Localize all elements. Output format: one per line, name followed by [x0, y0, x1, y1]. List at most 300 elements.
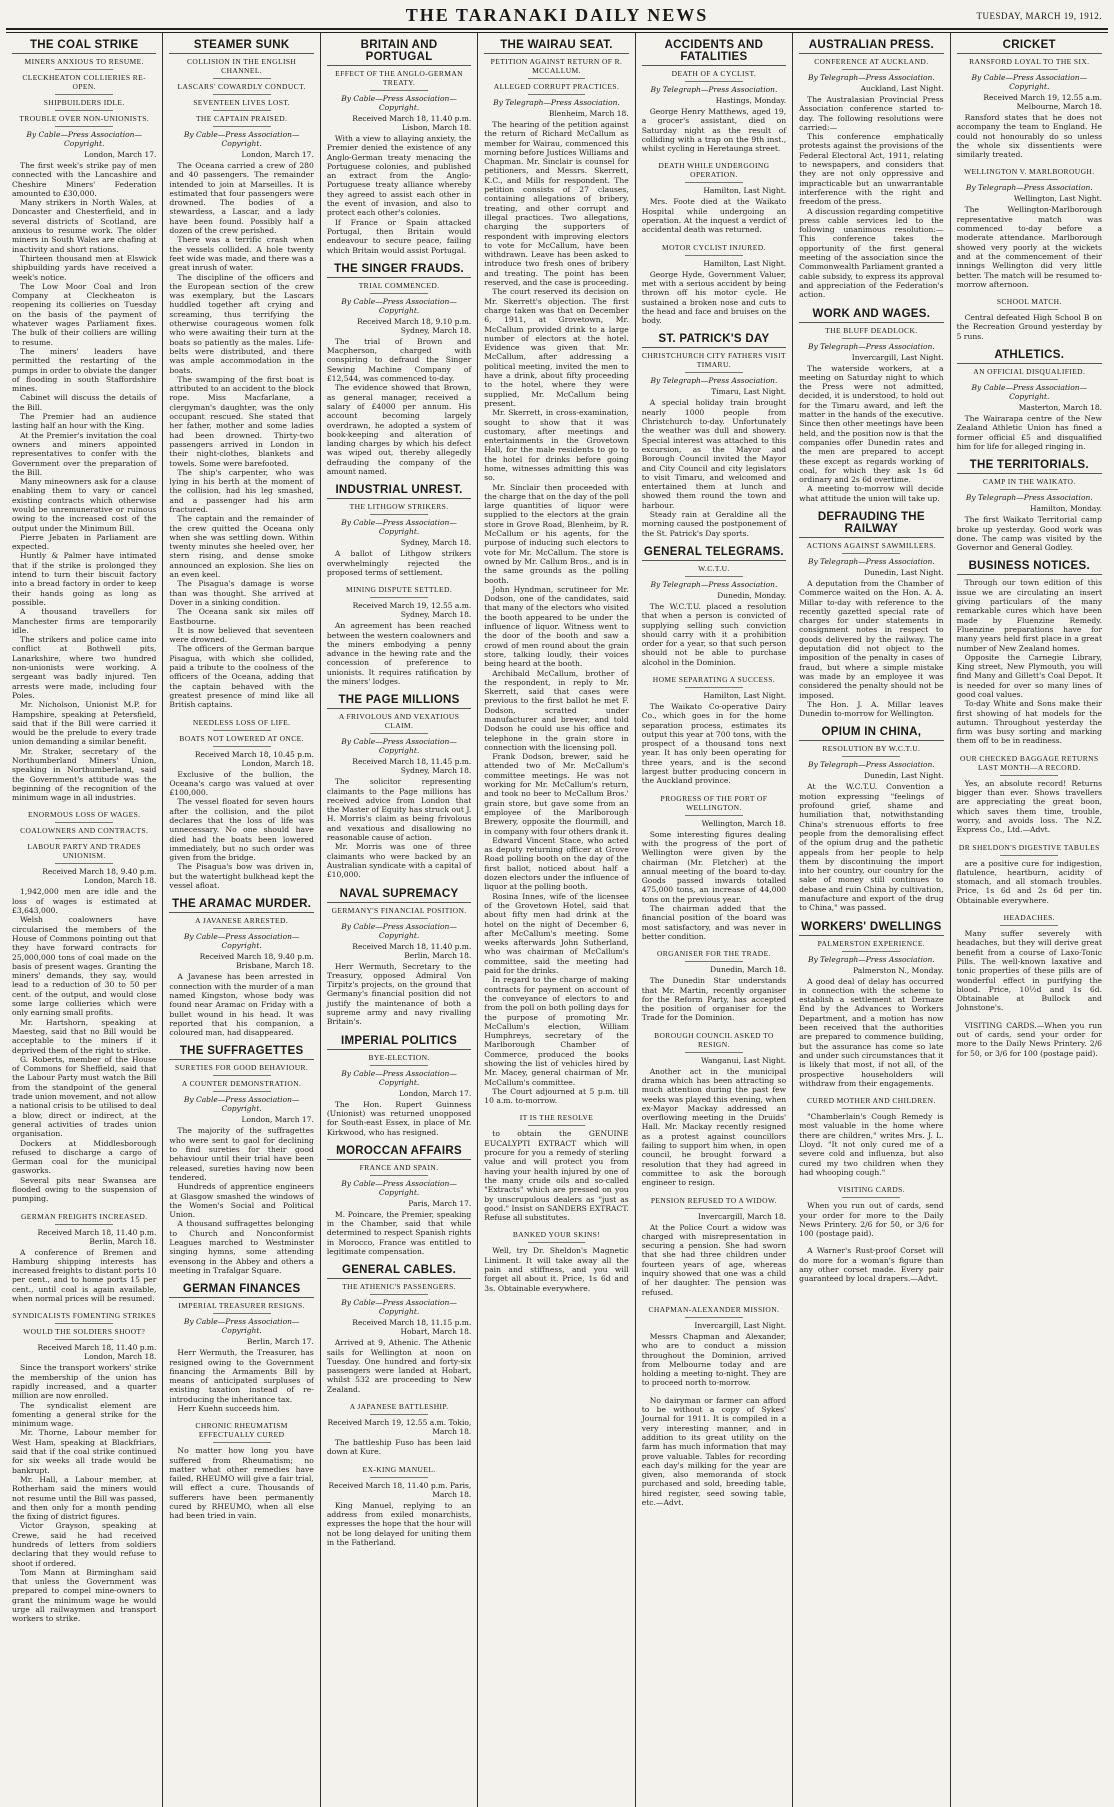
article-subheading: NEEDLESS LOSS OF LIFE.	[192, 717, 291, 727]
article-paragraph: No dairyman or farmer can afford to be without a copy of Sykes' Journal for 1911. It is compiled in a very interesting manner, and in addition to its great utility on the farm has much information that may prove valuable. Tables for recording each day's milking for the year are given, also memoranda of stock purchased and sold, breeding table, hired register, seed sowing table, etc.—Advt.	[641, 1395, 787, 1507]
article-headline: NAVAL SUPREMACY	[327, 888, 471, 903]
article-subheading: LABOUR PARTY AND TRADES UNIONISM.	[27, 842, 142, 861]
article-paragraph: Central defeated High School B on the Recreation Ground yesterday by 5 runs.	[956, 313, 1102, 341]
divider	[1000, 309, 1058, 310]
article-paragraph: A discussion regarding competitive press cable services led to the following unanimous resolution:—This conference takes the opportunity of the first general meeting of the association since the Commonwealth Parliament granted a cable subsidy, to express its approval and appreciation of the Federation's action.	[799, 206, 944, 300]
article-subheading: COALOWNERS AND CONTRACTS.	[20, 826, 149, 836]
article	[799, 1185, 943, 1238]
news-column	[636, 33, 793, 1807]
article-headline: OPIUM IN CHINA,	[799, 726, 943, 741]
article-paragraph: George Henry Matthews, aged 19, a grocer's assistant, died on Saturday night as the result of colliding with a trap on the 9th inst., whilst cycling in Heretaunga street.	[641, 107, 787, 154]
article	[957, 1021, 1102, 1058]
divider	[55, 822, 113, 823]
article-paragraph: If France or Spain attacked Portugal, then Britain would endeavour to secure peace, failing which Britain would assist Portugal.	[326, 217, 472, 255]
news-column	[6, 33, 163, 1807]
article-paragraph: Another act in the municipal drama which has been attracting so much attention during the past few weeks was played this evening, when ex-Mayor Mackay addressed an overflowing meeting in the Druids' Hall. Mr. Mackay recently resigned as a protest against councillors failing to support him when, in open council, he brought forward a resolution that they had agreed in committee to ask the borough engineer to resign.	[641, 1066, 787, 1188]
divider	[685, 961, 743, 962]
article-paragraph: A meeting to-morrow will decide what attitude the union will take up.	[799, 484, 944, 503]
news-columns	[6, 32, 1108, 1807]
article-dateline: Received March 18, 9.40 p.m. Brisbane, March 18.	[199, 952, 314, 971]
article-paragraph: At the Police Court a widow was charged with misrepresentation in securing a pension. She had sworn that she had three children under fourteen years of age, whereas inquiry showed that one was a child of her daughter. The pension was refused.	[641, 1222, 787, 1297]
article-headline: GENERAL TELEGRAMS.	[642, 546, 786, 561]
article-paragraph: At the W.C.T.U. Convention a motion expressing "feelings of profound grief, shame and humiliation that, notwithstanding China's strenuous efforts to free people from the demoralising effect of the opium drug and the pathetic appeals from her people to help them by discontinuing the import into her country, our country for the sake of money still continues to debase and ruin China by cultivation, manufacture and export of the drug to China," was passed.	[799, 782, 944, 913]
article-headline: THE SINGER FRAUDS.	[327, 263, 471, 278]
divider	[55, 94, 113, 95]
article-subheading: RANSFORD LOYAL TO THE SIX.	[969, 57, 1090, 66]
article-subheading: IMPERIAL TREASURER RESIGNS.	[178, 1301, 305, 1311]
article	[642, 546, 786, 667]
article-byline: By Telegraph—Press Association.	[650, 579, 778, 589]
newspaper-title: THE TARANAKI DAILY NEWS	[405, 5, 709, 25]
article-subheading: GERMANY'S FINANCIAL POSITION.	[331, 905, 467, 915]
divider	[55, 126, 113, 127]
divider	[528, 1242, 586, 1243]
article-paragraph: The Pisagua's damage is worse than was thought. She arrived at Dover in a sinking condition.	[169, 579, 314, 607]
issue-date: TUESDAY, MARCH 19, 1912.	[976, 11, 1102, 21]
article-dateline: Masterton, March 18.	[1018, 403, 1102, 413]
article-dateline: Timaru, Last Night.	[711, 387, 787, 397]
article-paragraph: Mr. Nicholson, Unionist M.P. for Hampshire, speaking at Petersfield, said that if the Bill were carried it would be the prelude to every trade union demanding a similar benefit.	[12, 700, 157, 747]
article-subheading: CONFERENCE AT AUCKLAND.	[814, 57, 929, 66]
article-headline: GENERAL CABLES.	[327, 1264, 471, 1279]
divider	[685, 372, 743, 373]
article-paragraph: Mr. Straker, secretary of the Northumberland Miners' Union, speaking in Northumberland, said the Government's attitude was the beginning of the recognition of the minimum wage in all industries.	[12, 746, 157, 803]
article-paragraph: The first Waikato Territorial camp broke up yesterday. Good work was done. The camp was visited by the Governor and General Godley.	[956, 515, 1102, 553]
divider	[685, 1052, 743, 1053]
article-dateline: Dunedin, Monday.	[717, 590, 787, 600]
article-subheading: BOROUGH COUNCIL ASKED TO RESIGN.	[654, 1030, 774, 1049]
article-byline: By Telegraph—Press Association.	[965, 183, 1093, 193]
article-paragraph: to obtain the GENUINE EUCALYPTI EXTRACT which will procure for you a remedy of sterling value and will protect you from having your health injured by one of the many crude oils and so-called "Extracts" which are pressed on you by unscrupulous dealers as "just as good." Insist on SANDERS EXTRACT. Refuse all substitutes.	[484, 1129, 629, 1223]
article-dateline: Hamilton, Monday.	[1030, 504, 1102, 514]
article-paragraph: King Manuel, replying to an address from exiled monarchists, expresses the hope that the hour will not be long delayed for uniting them in the Fatherland.	[326, 1500, 472, 1547]
divider	[213, 78, 271, 79]
divider	[370, 1477, 428, 1478]
article-byline: By Telegraph—Press Association.	[650, 85, 778, 94]
article-paragraph: When you run out of cards, send your order for more to the Daily News Printery. 2/6 for 50, or 3/6 for 100 (postage paid).	[799, 1201, 944, 1239]
article	[327, 39, 471, 255]
article-subheading: CAMP IN THE WAIKATO.	[982, 477, 1076, 487]
article-dateline: Received March 18, 11.40 p.m. London, March 18.	[37, 1343, 157, 1362]
article-dateline: London, March 17.	[241, 1115, 314, 1125]
article-paragraph: The Pisagua's bow was driven in, but the watertight bulkhead kept the vessel afloat.	[169, 862, 314, 891]
article-subheading: DEATH OF A CYCLIST.	[671, 69, 757, 78]
divider	[55, 110, 113, 111]
article-paragraph: A ballot of Lithgow strikers overwhelmingly rejected the proposed terms of settlement.	[326, 549, 472, 577]
article	[327, 1035, 471, 1137]
article-dateline: Berlin, March 17.	[246, 1337, 314, 1347]
divider	[213, 928, 271, 929]
article-headline: DEFRAUDING THE RAILWAY	[799, 511, 943, 538]
article-paragraph: The chairman added that the financial position of the board was most satisfactory, and was never in better condition.	[641, 904, 787, 941]
article-paragraph: Dockers at Middlesborough refused to discharge a cargo of German coal for the municipal gasworks.	[12, 1138, 157, 1176]
article	[957, 913, 1102, 1013]
divider	[213, 746, 271, 747]
article-dateline: Received March 18, 9.10 p.m. Sydney, March 18.	[357, 316, 472, 335]
news-column	[163, 33, 320, 1807]
article-headline: THE COAL STRIKE	[12, 39, 156, 54]
article	[799, 308, 943, 503]
article-headline: AUSTRALIAN PRESS.	[799, 39, 943, 54]
article-dateline: Auckland, Last Night.	[860, 84, 944, 93]
article	[957, 754, 1102, 835]
article-paragraph: The Wellington-Marlborough representative match was commenced to-day before a moderate attendance. Marlborough showed very poorly at the wickets and at the commencement of their innings Wellington did very little better. The match will be resumed to-morrow afternoon.	[956, 205, 1102, 289]
divider	[370, 293, 428, 294]
article-headline: THE ARAMAC MURDER.	[169, 898, 313, 913]
article-byline: By Cable—Press Association—Copyright.	[341, 296, 457, 315]
article	[169, 1283, 313, 1413]
article-byline: By Cable—Press Association—Copyright.	[341, 94, 457, 112]
article	[642, 333, 786, 537]
divider	[842, 951, 900, 952]
article-headline: ST. PATRICK'S DAY	[642, 333, 786, 348]
article-paragraph: are a positive cure for indigestion, flatulence, heartburn, acidity of stomach, and all stomach troubles. Price, 1s 6d and 2s 6d per tin. Obtainable everywhere.	[956, 858, 1102, 905]
article-subheading: COLLISION IN THE ENGLISH CHANNEL.	[187, 57, 297, 75]
article-paragraph: Welsh coalowners have circularised the members of the House of Commons pointing out that they have forward contracts for 25,000,000 tons of coal made on the basis of present wages. Granting the miners' demands, they say, would lead to a reduction of 30 to 50 per cent. of the output, and would close some large collieries which were only earning small profits.	[12, 915, 157, 1018]
divider	[1000, 179, 1058, 180]
article-subheading: SCHOOL MATCH.	[996, 297, 1062, 307]
article-paragraph: In regard to the charge of making contracts for payment on account of the conveyance of electors to and from the poll on both polling days for the purpose of promoting Mr. McCallum's election, William Humphreys, secretary of the Marlborough Chamber of Commerce, produced the books showing the list of vehicles hired by Mr. Macey, general chairman of Mr. McCallum's committee.	[484, 975, 629, 1087]
article-paragraph: Several pits near Swansea are flooded owing to the suspension of pumping.	[12, 1175, 157, 1204]
article-dateline: Invercargill, Last Night.	[694, 1320, 787, 1330]
article-subheading: DR SHELDON'S DIGESTIVE TABULES	[958, 842, 1100, 852]
article-byline: By Telegraph—Press Association.	[807, 954, 935, 964]
article-paragraph: Victor Grayson, speaking at Crewe, said he had received hundreds of letters from soldiers declaring that they would refuse to shoot if ordered.	[12, 1521, 157, 1568]
article-subheading: CLECKHEATON COLLIERIES RE-OPEN.	[22, 73, 146, 91]
article	[957, 560, 1102, 745]
article-subheading: WOULD THE SOLDIERS SHOOT?	[23, 1327, 146, 1337]
news-column	[321, 33, 478, 1807]
article-paragraph: Huntly & Palmer have intimated that if the strike is prolonged they intend to turn their biscuit factory into a bread factory in order to keep their hands going as long as possible.	[12, 551, 157, 607]
article	[642, 949, 786, 1022]
divider	[213, 730, 271, 731]
article	[642, 1396, 786, 1508]
article	[12, 810, 156, 1203]
divider	[370, 1065, 428, 1066]
article-paragraph: Rosina Innes, wife of the licensee of the Grovetown Hotel, said that about fifty men had drink at the hotel on the night of December 6, after McCallum's meeting. Some weeks afterwards John Sutherland, who was chairman of McCallum's committee, said the meeting had paid for the drinks.	[484, 891, 629, 976]
article-paragraph: The Hon. Rupert Guinness (Unionist) was returned unopposed for South-east Essex, in place of Mr. Kirkwood, who has resigned.	[326, 1099, 472, 1137]
article-subheading: SURETIES FOR GOOD BEHAVIOUR.	[175, 1063, 309, 1073]
article-paragraph: Through our town edition of this issue we are circulating an insert giving particulars of the many remarkable cures which have been made by Fluenzine Remedy. Fluenzine preparations have for many years held first place in a great number of New Zealand homes.	[956, 578, 1102, 653]
article-paragraph: This conference emphatically protests against the provisions of the Federal Electoral Act, 1911, relating to newspapers, and considers that they are not only oppressive and impracticable but an unwarrantable interference with the right and freedom of the press.	[799, 132, 944, 207]
article-dateline: Dunedin, Last Night.	[863, 567, 944, 577]
article-paragraph: Mr. Skerrett, in cross-examination, sought to show that it was customary, after meetings and entertainments in the Grovetown Hall, for the male residents to go to the hotel for drinks before going home, witnesses admitting this was so.	[484, 408, 629, 483]
article-headline: STEAMER SUNK	[169, 39, 313, 54]
article-subheading: HOME SEPARATING A SUCCESS.	[652, 674, 776, 684]
article-paragraph: Ransford states that he does not accompany the team to England. He could not honourably do so unless the whole six dissentients were similarly treated.	[956, 113, 1102, 160]
article-paragraph: The strikers and police came into conflict at Bothwell pits, Lanarkshire, where two hundred non-unionists were working. A sergeant was badly injured. Ten arrests were made, including four Poles.	[12, 635, 157, 700]
divider	[842, 1197, 900, 1198]
article	[642, 675, 786, 786]
article-byline: By Cable—Press Association—Copyright.	[183, 1095, 300, 1114]
article-paragraph: Archibald McCallum, brother of the respondent, in reply to Mr. Skerrett, said that cases were previous to the first ballot he met F. Dodson, scratted under manufacturer and brewer, and told Dodson he could use his office and telephone in the grain store in connection with the licensing poll.	[484, 668, 629, 752]
divider	[370, 733, 428, 734]
article-headline: WORKERS' DWELLINGS	[799, 921, 943, 936]
divider	[370, 1294, 428, 1295]
article-paragraph: The syndicalist element are fomenting a general strike for the minimum wage.	[12, 1400, 157, 1429]
article-headline: THE WAIRAU SEAT.	[484, 39, 628, 54]
article-dateline: Received March 18, 11.40 p.m. Lisbon, March 18.	[352, 114, 472, 132]
article-paragraph: The Premier had an audience lasting half an hour with the King.	[12, 412, 157, 431]
article-paragraph: Opposite the Carnegie Library, King street, New Plymouth, you will find Many and Gillett's Coal Depot. It is needed for over so many lines of good coal values.	[956, 652, 1102, 699]
article	[169, 718, 313, 891]
article-paragraph: The Court adjourned at 5 p.m. till 10 a.m. to-morrow.	[484, 1086, 629, 1106]
article-paragraph: The court reserved its decision on Mr. Skerrett's objection. The first charge taken was that on December 6, 1911, at Grovetown, Mr. McCallum provided drink to a large number of electors at the hotel. Evidence was given that Mr. McCallum, after addressing a political meeting, invited the men to have a drink, about fifty proceeding to the hotel, where they were supplied, Mr. McCallum being present.	[484, 287, 629, 408]
article-dateline: Dunedin, Last Night.	[863, 771, 944, 781]
article-paragraph: Mr. Hall, a Labour member, at Rotherham said the miners would not resume until the Bill was passed, and then only for a month pending the fixing of district figures.	[12, 1474, 157, 1522]
article-subheading: A JAPANESE BATTLESHIP.	[349, 1402, 449, 1412]
article-subheading: CHAPMAN-ALEXANDER MISSION.	[648, 1304, 780, 1314]
article-subheading: THE LITHGOW STRIKERS.	[349, 502, 449, 512]
article	[642, 39, 786, 153]
article	[327, 1402, 471, 1457]
article	[484, 1113, 628, 1222]
article-paragraph: Edward Vincent Stace, who acted as deputy returning officer at Grove Road polling booth on the day of the first ballot, noticed about half a dozen electors under the influence of liquor at the polling booth.	[484, 835, 629, 892]
article-byline: By Telegraph—Press Association.	[650, 376, 778, 386]
article-dateline: Palmerston N., Monday.	[853, 965, 944, 975]
article-paragraph: Thirteen thousand men at Elswick shipbuilding yards have received a week's notice.	[12, 253, 157, 282]
article-paragraph: A thousand suffragettes belonging to Church and Nonconformist Leagues marched to Westminster singing hymns, some attending evensong in the Abbey and others a meeting in Trafalgar Square.	[169, 1219, 314, 1275]
article-paragraph: Many mineowners ask for a clause enabling them to vary or cancel existing contracts which otherwise would be unremunerative or ruinous owing to the increased cost of the output under the Minimum Bill.	[12, 477, 157, 533]
article-byline: By Cable—Press Association—Copyright.	[341, 1178, 457, 1197]
article-subheading: HEADACHES.	[1003, 913, 1055, 923]
article-dateline: Wellington, Last Night.	[1013, 194, 1102, 204]
article-subheading: FRANCE AND SPAIN.	[359, 1162, 439, 1172]
divider	[370, 90, 428, 91]
article-paragraph: The Hon. J. A. Millar leaves Dunedin to-morrow for Wellington.	[799, 699, 944, 719]
article	[957, 459, 1102, 552]
article-paragraph: Tom Mann at Birmingham said that unless the Government was prepared to compel mine-owners to grant the minimum wage he would urge all railwaymen and transport workers to strike.	[12, 1567, 157, 1624]
news-column	[793, 33, 950, 1807]
article-paragraph: Many suffer severely with headaches, but they will derive great benefit from a course of Laxo-Tonic Pills. The well-known laxative and tonic properties of these pills are of wonderful effect in purifying the blood. Price, 10½d and 1s 6d. Obtainable at Bullock and Johnstone's.	[956, 929, 1102, 1013]
article-subheading: PROGRESS OF THE PORT OF WELLINGTON.	[660, 793, 768, 812]
article-paragraph: The vessel floated for seven hours after the collision, and the pilot declares that the loss of life was unnecessary. No one should have died had the boats been lowered immediately, but no such order was given from the bridge.	[169, 797, 314, 863]
article-subheading: MOTOR CYCLIST INJURED.	[662, 242, 766, 252]
divider	[685, 815, 743, 816]
article-subheading: SEVENTEEN LIVES LOST.	[193, 98, 291, 107]
article-dateline: Received March 18, 11.40 p.m. Berlin, March 18.	[352, 941, 472, 960]
article	[12, 1311, 156, 1623]
article-subheading: WELLINGTON V. MARLBOROUGH.	[964, 167, 1095, 177]
article-subheading: CHRONIC RHEUMATISM EFFECTUALLY CURED	[195, 1421, 288, 1440]
article-paragraph: The trial of Brown and Macpherson, charged with conspiring to defraud the Singer Sewing Machine Company of £12,544, was commenced to-day.	[326, 336, 472, 384]
divider	[1000, 855, 1058, 856]
masthead	[6, 4, 1108, 30]
divider	[685, 1208, 743, 1209]
article-subheading: GERMAN FREIGHTS INCREASED.	[20, 1211, 148, 1221]
article-subheading: A FRIVOLOUS AND VEXATIOUS CLAIM.	[338, 712, 460, 731]
article-dateline: London, March 17.	[241, 150, 314, 159]
article-paragraph: Frank Dodson, brewer, said he attended two of Mr. McCallum's committee meetings. He was not working for Mr. McCallum's return, and took no beer to McCallum Bros.' grain store, but gave some from an employee of the Marlborough Brewery, opposite the flourmill, and in company with four others drank it.	[484, 752, 629, 836]
article-paragraph: It is now believed that seventeen were drowned.	[169, 625, 314, 645]
article-paragraph: A thousand travellers for Manchester firms are temporarily idle.	[12, 607, 157, 635]
article-byline: By Telegraph—Press Association.	[807, 760, 935, 770]
divider	[55, 1224, 113, 1225]
divider	[528, 1125, 586, 1126]
divider	[1000, 775, 1058, 776]
article	[484, 1230, 628, 1292]
article-subheading: BOATS NOT LOWERED AT ONCE.	[179, 733, 304, 743]
article-paragraph: Pierre Jebaten in Parliament are expected.	[12, 532, 157, 552]
article-subheading: THE ATHENIC'S PASSENGERS.	[342, 1282, 456, 1292]
article-paragraph: The officers of the German barque Pisagua, with which she collided, paid a tribute to the coolness of the officers of the Oceana, adding that the captain behaved with the greatest presence of mind like all British captains.	[169, 644, 314, 710]
divider	[842, 338, 900, 339]
article-subheading: A COUNTER DEMONSTRATION.	[181, 1079, 302, 1089]
article	[957, 297, 1102, 341]
article-paragraph: M. Poincare, the Premier, speaking in the Chamber, said that while determined to respect Spanish rights in Morocco, France was entitled to legitimate compensation.	[326, 1209, 472, 1256]
article-paragraph: A Javanese has been arrested in connection with the murder of a man named Kingston, whose body was found near Aramac on Friday with a bullet wound in his head. It was reported that his companion, a coloured man, had disappeared.	[169, 972, 314, 1038]
article	[327, 1264, 471, 1394]
divider	[1000, 489, 1058, 490]
article-subheading: ACTIONS AGAINST SAWMILLERS.	[806, 540, 937, 550]
article-headline: MOROCCAN AFFAIRS	[327, 1145, 471, 1160]
divider	[213, 110, 271, 111]
article-paragraph: Herr Wermuth, the Treasurer, has resigned owing to the Government financing the Armaments Bill by means of anticipated surpluses of existing taxation instead of re-introducing the inheritance tax.	[169, 1348, 314, 1404]
divider	[213, 94, 271, 95]
article-paragraph: With a view to allaying anxiety, the Premier denied the existence of any Anglo-German treaty menacing the Portuguese colonies, and published an extract from the Anglo-Portuguese treaty alliance whereby they agreed to assist each other in the event of invasion, and also to protect each other's colonies.	[326, 134, 472, 218]
article-subheading: BANKED YOUR SKINS!	[512, 1230, 601, 1240]
divider	[213, 1075, 271, 1076]
article-subheading: AN OFFICIAL DISQUALIFIED.	[973, 367, 1086, 377]
article-subheading: ORGANISER FOR THE TRADE.	[656, 949, 771, 959]
article-paragraph: Exclusive of the bullion, the Oceana's cargo was valued at over £100,000.	[169, 769, 314, 798]
article-paragraph: The Wairarapa centre of the New Zealand Athletic Union has fined a former official £5 and disqualified him for life for alleged ringing in.	[956, 414, 1102, 451]
article-paragraph: The Low Moor Coal and Iron Company at Cleckheaton is reopening its collieries on Tuesday on the basis of the payment of whatever wages Parliament fixes. The bulk of their colliers are willing to resume.	[12, 281, 157, 347]
article-headline: BUSINESS NOTICES.	[957, 560, 1102, 575]
divider	[685, 687, 743, 688]
article-subheading: RESOLUTION BY W.C.T.U.	[822, 744, 921, 754]
article	[12, 39, 156, 802]
divider	[685, 81, 743, 82]
article-paragraph: No matter how long you have suffered from Rheumatism; no matter what other remedies have failed, RHEUMO will give a fair trial, will effect a cure. Thousands of sufferers have been permanently cured by RHEUMO, when all else had been tried in vain.	[169, 1446, 314, 1521]
divider	[685, 576, 743, 577]
divider	[1000, 925, 1058, 926]
article-paragraph: The miners' leaders have permitted the restarting of the pumps in order to obviate the danger of flooding in south Staffordshire mines.	[12, 346, 157, 394]
article-headline: INDUSTRIAL UNREST.	[327, 484, 471, 499]
article-paragraph: A special holiday train brought nearly 1000 people from Christchurch to-day. Unfortunately the weather was dull and showery. Special interest was attached to this excursion, as the Mayor and Borough Council invited the Mayor and City Council and city legislators to visit Timaru, and welcomed and entertained them at lunch and showed them round the town and harbour.	[641, 398, 787, 510]
divider	[370, 1175, 428, 1176]
article	[957, 843, 1102, 905]
article-subheading: VISITING CARDS.	[837, 1185, 905, 1195]
article-dateline: Dunedin, March 18.	[710, 965, 787, 975]
divider	[528, 78, 586, 79]
article-subheading: W.C.T.U.	[698, 563, 730, 573]
divider	[842, 69, 900, 70]
article-paragraph: The Waikato Co-operative Dairy Co., which goes in for the home separation process, estimates its output this year at 700 tons, with the prospect of a thousand tons next year. It has only been operating for three years, and is the second largest butter producing concern in the Auckland province.	[641, 701, 787, 786]
article-dateline: Received March 18, 10.45 p.m. London, March 18.	[194, 749, 314, 768]
article-headline: WORK AND WAGES.	[799, 308, 943, 323]
article	[327, 1465, 471, 1547]
article	[642, 1031, 786, 1188]
article-paragraph: Mr. Thorne, Labour member for West Ham, speaking at Blackfriars, said that if the coal strike continued for six weeks all trade would be bankrupt.	[12, 1428, 157, 1475]
article-byline: By Cable—Press Association—Copyright.	[341, 518, 457, 537]
article-paragraph: The Dunedin Star understands that Mr. Martin, recently organiser for the Reform Party, has accepted the position of organiser for the Trade for the Dominion.	[641, 976, 787, 1023]
article-headline: THE PAGE MILLIONS	[327, 694, 471, 709]
article-paragraph: The Oceana sank six miles off Eastbourne.	[169, 607, 314, 626]
article-byline: By Cable—Press Association—Copyright.	[26, 130, 142, 148]
article-subheading: IT IS THE RESOLVE	[519, 1113, 594, 1123]
article-dateline: Received March 18, 11.40 p.m. Paris, March 18.	[328, 1480, 472, 1499]
article-paragraph: Steady rain at Geraldine all the morning caused the postponement of the St. Patrick's Day sports.	[641, 510, 787, 538]
article-paragraph: The ship's carpenter, who was lying in his berth at the moment of the collision, had his leg smashed, and a passenger had his arm fractured.	[169, 467, 314, 514]
article-subheading: DEATH WHILE UNDERGOING OPERATION.	[658, 161, 770, 180]
article-paragraph: Cabinet will discuss the details of the Bill.	[12, 393, 157, 412]
article-paragraph: Since the transport workers' strike the membership of the union has rapidly increased, and a quarter million are now enrolled.	[12, 1363, 157, 1401]
article-byline: By Telegraph—Press Association.	[807, 556, 935, 566]
article-dateline: Sydney, March 18.	[400, 538, 472, 548]
article-subheading: CHRISTCHURCH CITY FATHERS VISIT TIMARU.	[641, 351, 786, 370]
article-paragraph: John Hyndman, scrutineer for Mr. Dodson, one of the candidates, said that many of the electors who visited the booth appeared to be under the influence of liquor. Witness went to the door of the booth and saw a crowd of men round about the grain store, talking loudly, their voices being heard at the booth.	[484, 584, 629, 669]
article-subheading: PENSION REFUSED TO A WIDOW.	[650, 1195, 777, 1205]
divider	[370, 597, 428, 598]
article-paragraph: Messrs Chapman and Alexander, who are to conduct a mission throughout the Dominion, arrived from Melbourne today and are holding a meeting to-night. They are to proceed north to-morrow.	[641, 1331, 787, 1388]
article-paragraph: Mrs. Foote died at the Waikato Hospital while undergoing an operation. At the inquest a verdict of accidental death was returned.	[641, 197, 787, 235]
article-dateline: Received March 18, 9.40 p.m. London, March 18.	[42, 867, 157, 886]
article-paragraph: The solicitor representing claimants to the Page millions has received advice from London that the Master of Equity has struck out J. H. Morris's claim as being frivolous and vexatious and disallowing no reasonable cause of action.	[326, 777, 472, 843]
article-paragraph: Arrived at 9, Athenic. The Athenic sails for Wellington at noon on Tuesday. One hundred and forty-six passengers were landed at Hobart, whilst 532 are proceeding to New Zealand.	[326, 1338, 472, 1394]
article-subheading: TRIAL COMMENCED.	[358, 280, 440, 290]
article-byline: By Telegraph—Press Association.	[807, 73, 935, 82]
article-paragraph: Mr. Hartshorn, speaking at Maesteg, said that no Bill would be acceptable to the miners if it deprived them of the right to strike.	[12, 1017, 157, 1055]
article-paragraph: Well, try Dr. Sheldon's Magnetic Liniment. It will take away all the pain and stiffness, and you will forget all about it. Price, 1s 6d and 3s. Obtainable everywhere.	[484, 1246, 629, 1293]
article-paragraph: To-day White and Sons make their first showing of hat models for the autumn. Throughout yesterday the firm was busy sorting and marking them off to be in readiness.	[956, 699, 1102, 746]
article-subheading: MINING DISPUTE SETTLED.	[346, 585, 453, 595]
article	[799, 726, 943, 912]
article-subheading: OUR CHECKED BAGGAGE RETURNS LAST MONTH—A RECORD.	[960, 753, 1099, 772]
article	[169, 1045, 313, 1275]
article-paragraph: "Chamberlain's Cough Remedy is most valuable in the home where there are children," writes Mrs. J. L. Lloyd. "It not only cured me of a severe cold and influenza, but also cured my two children when they had whooping cough."	[799, 1112, 944, 1177]
article-dateline: Received March 19, 12.55 a.m. Tokio, March 18.	[327, 1418, 472, 1437]
article-byline: By Telegraph—Press Association.	[965, 493, 1093, 503]
divider	[685, 1317, 743, 1318]
article-headline: THE SUFFRAGETTES	[169, 1045, 313, 1060]
article-headline: THE TERRITORIALS.	[957, 459, 1102, 474]
article-subheading: PETITION AGAINST RETURN OF R. MCCALLUM.	[490, 57, 623, 75]
article-subheading: BYE-ELECTION.	[368, 1052, 430, 1062]
divider	[55, 69, 113, 70]
article-dateline: Received March 18, 11.45 p.m. Sydney, March 18.	[352, 757, 472, 776]
article-dateline: Paris, March 17.	[408, 1198, 472, 1208]
divider	[1000, 379, 1058, 380]
article-headline: ATHLETICS.	[957, 349, 1102, 364]
divider	[213, 1313, 271, 1314]
article-subheading: SHIPBUILDERS IDLE.	[43, 98, 125, 107]
article-subheading: A JAVANESE ARRESTED.	[195, 916, 289, 926]
divider	[685, 255, 743, 256]
article	[957, 39, 1102, 159]
article	[642, 161, 786, 234]
article-paragraph: A good deal of delay has occurred in connection with the scheme to establish a settlement at Dernaze End by the Advances to Workers Department, and a motion has now been received that the authorities are prepared to commence building, but the assurance has come so late and under such circumstances that it is likely that most, if not all, of the prospective householders will withdraw from their engagements.	[799, 976, 944, 1088]
article-paragraph: There was a terrific crash when the vessels collided. A hole twenty feet wide was made, and there was a great inrush of water.	[169, 235, 314, 273]
divider	[370, 918, 428, 919]
article-byline: By Telegraph—Press Association.	[807, 341, 935, 351]
article-dateline: Received March 18, 11.40 p.m. Berlin, March 18.	[37, 1227, 157, 1246]
divider	[213, 126, 271, 127]
article-paragraph: G. Roberts, member of the House of Commons for Sheffield, said that the Labour Party must watch the Bill from the standpoint of the general trade union movement, and not allow a national crisis to be utilised to deal a blow, direct or indirect, at the general activities of trades union organisation.	[12, 1054, 157, 1139]
divider	[213, 1442, 271, 1443]
article	[169, 898, 313, 1037]
article-dateline: Wanganui, Last Night.	[700, 1055, 787, 1065]
article-paragraph: The waterside workers, at a meeting on Saturday night to which the Press were not admitted, decided, it is understood, to hold out for the Timaru award, and left the matter in the hands of the executive. Since then other meetings have been held, and the position now is that the companies offer Dunedin rates and the men are prepared to accept these except as regards working of coal, for which they ask 1s 6d ordinary and 2s 6d overtime.	[799, 363, 944, 485]
article-headline: CRICKET	[957, 39, 1102, 54]
article	[327, 484, 471, 577]
divider	[370, 514, 428, 515]
article-paragraph: George Hyde, Government Valuer, met with a serious accident by being thrown off his motor cycle. He sustained a broken nose and cuts to the head and face and bruises on the body.	[641, 269, 787, 326]
article	[169, 39, 313, 710]
article-subheading: EFFECT OF THE ANGLO-GERMAN TREATY.	[335, 69, 463, 87]
divider	[685, 182, 743, 183]
article-byline: By Cable—Press Association—Copyright.	[341, 1298, 457, 1317]
